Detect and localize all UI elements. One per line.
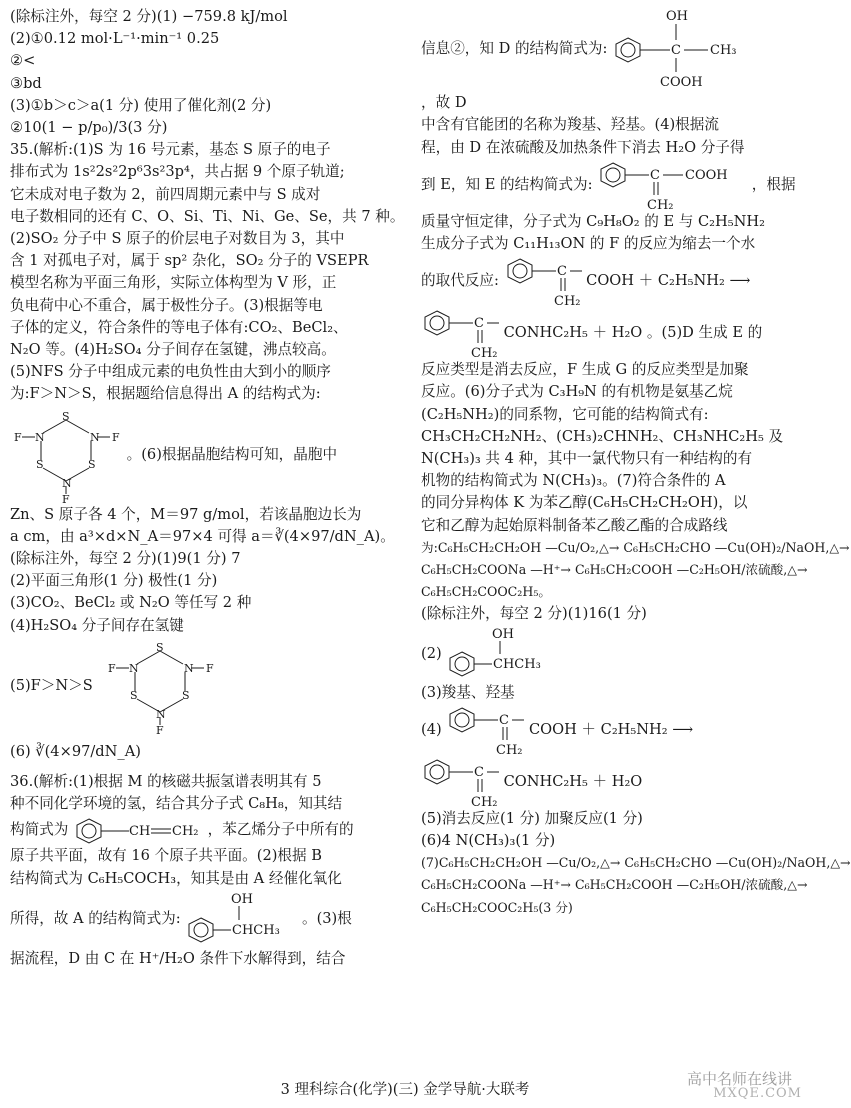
styrene-line	[10, 815, 396, 845]
left-column	[10, 6, 405, 970]
answer-2-line	[421, 626, 801, 682]
synthesis-route: C₆H₅CH₂COOC₂H₅(3 分)	[421, 899, 573, 915]
reaction-e-line	[421, 255, 801, 310]
text-line: 原子共平面，故有 16 个原子共平面。(2)根据 B	[10, 847, 322, 865]
nfs-ring-structure-a	[10, 406, 396, 504]
ring-atom: S	[130, 688, 138, 702]
text-line: 35.(解析:(1)S 为 16 号元素，基态 S 原子的电子	[10, 141, 331, 159]
text-line: 中含有官能团的名称为羧基、羟基。(4)根据流	[421, 116, 719, 134]
ring-atom: S	[156, 640, 164, 654]
text-line: 结构简式为 C₆H₅COCH₃，知其是由 A 经催化氧化	[10, 869, 342, 887]
text-line: ，根据	[751, 175, 796, 193]
group-label: C	[650, 167, 661, 183]
product-f-line	[421, 307, 801, 362]
ring-atom: F	[108, 661, 117, 675]
group-label: CH₃	[710, 43, 737, 58]
group-label: OH	[231, 891, 254, 907]
compound-f-structure	[421, 307, 499, 362]
styrene-structure	[73, 815, 203, 845]
group-label: CH₂	[471, 346, 498, 362]
text-line: ②<	[10, 52, 36, 70]
ring-atom: F	[14, 430, 22, 444]
compound-d-structure	[612, 6, 752, 92]
text-line: COOH ＋ C₂H₅NH₂ ⟶	[586, 272, 751, 290]
text-line: 质量守恒定律，分子式为 C₉H₈O₂ 的 E 与 C₂H₅NH₂	[421, 212, 765, 230]
ring-atom: S	[182, 688, 190, 702]
text-line: 的取代反应:	[421, 272, 499, 290]
text-line: 程，由 D 在浓硫酸及加热条件下消去 H₂O 分子得	[421, 138, 745, 156]
text-line: 据流程，D 由 C 在 H⁺/H₂O 条件下水解得到，结合	[10, 949, 346, 967]
text-line: ②10(1 − p/p₀)/3(3 分)	[10, 119, 168, 137]
text-line: (4)	[421, 720, 442, 738]
page-footer: 3 理科综合(化学)(三) 金学导航·大联考	[280, 1082, 530, 1098]
group-label: CHCH₃	[232, 922, 281, 938]
answer-4-line	[421, 704, 801, 756]
ring-atom: N	[90, 430, 100, 444]
text-line: (除标注外，每空 2 分)(1)16(1 分)	[421, 605, 647, 623]
synthesis-route: (7)C₆H₅CH₂CH₂OH —Cu/O₂,△→ C₆H₅CH₂CHO —Cu(OH)₂/NaOH,△→	[421, 855, 851, 871]
group-label: C	[499, 712, 510, 728]
text-line: (5)消去反应(1 分) 加聚反应(1 分)	[421, 809, 643, 827]
text-line: 它未成对电子数为 2，前四周期元素中与 S 成对	[10, 185, 321, 203]
group-label: OH	[492, 626, 515, 642]
text-line: ，苯乙烯分子中所有的	[207, 821, 354, 839]
text-line: 信息②，知 D 的结构简式为:	[421, 39, 608, 57]
group-label: C	[556, 264, 567, 280]
ring-atom: S	[36, 457, 44, 471]
text-line: (2)①0.12 mol·L⁻¹·min⁻¹ 0.25	[10, 30, 220, 48]
text-line: (C₂H₅NH₂)的同系物，它可能的结构简式有:	[421, 405, 709, 423]
text-line: (除标注外，每空 2 分)(1) −759.8 kJ/mol	[10, 8, 288, 25]
nfs-ring-structure-b	[10, 637, 396, 735]
right-column	[421, 6, 851, 919]
group-label: CH₂	[647, 197, 674, 213]
group-label: C	[671, 43, 682, 58]
group-label: CH₂	[496, 742, 523, 758]
text-line: a cm，由 a³×d×N_A＝97×4 可得 a＝∛(4×97/dN_A)。	[10, 527, 395, 545]
text-line: N(CH₃)₃ 共 4 种，其中一氯代物只有一种结构的有	[421, 449, 753, 467]
text-line: 子体的定义，符合条件的等电子体有:CO₂、BeCl₂、	[10, 318, 348, 336]
compound-f-structure	[421, 756, 499, 808]
group-label: OH	[666, 9, 689, 24]
text-line: 机物的结构简式为 N(CH₃)₃。(7)符合条件的 A	[421, 472, 726, 490]
text-line: ，故 D	[421, 94, 467, 111]
text-line: 36.(解析:(1)根据 M 的核磁共振氢谱表明其有 5	[10, 773, 322, 791]
text-line: 的同分异构体 K 为苯乙醇(C₆H₅CH₂CH₂OH)，以	[421, 494, 748, 512]
synthesis-route: C₆H₅CH₂COONa —H⁺→ C₆H₅CH₂COOH —C₂H₅OH/浓硫酸,△→	[421, 877, 808, 893]
compound-e-structure	[597, 159, 747, 211]
watermark: 高中名师在线讲	[686, 1070, 792, 1088]
ring-atom: F	[156, 723, 165, 737]
text-line: 负电荷中心不重合，属于极性分子。(3)根据等电	[10, 296, 323, 314]
text-line: 它和乙醇为起始原料制备苯乙酸乙酯的合成路线	[421, 516, 728, 534]
text-line: 。(3)根	[301, 909, 352, 927]
compound-e-structure	[446, 704, 524, 756]
text-line: 。(6)根据晶胞结构可知，晶胞中	[126, 445, 338, 463]
nfs-ring-diagram	[10, 406, 122, 504]
group-label: COOH	[660, 75, 703, 90]
text-line: CONHC₂H₅ ＋ H₂O	[503, 772, 643, 790]
text-line: (4)H₂SO₄ 分子间存在氢键	[10, 616, 184, 634]
text-line: (2)平面三角形(1 分) 极性(1 分)	[10, 572, 218, 590]
group-label: C	[474, 764, 484, 780]
group-label: CH₂	[471, 794, 498, 810]
group-label: CH₂	[553, 294, 581, 310]
answer-4-product	[421, 756, 801, 808]
text-line: 种不同化学环境的氢，结合其分子式 C₈H₈，知其结	[10, 795, 343, 813]
ring-atom: F	[112, 430, 120, 444]
text-line: (2)SO₂ 分子中 S 原子的价层电子对数目为 3，其中	[10, 230, 345, 248]
compound-e-structure	[504, 255, 582, 310]
text-line: (3)羧基、羟基	[421, 683, 515, 701]
ring-atom: N	[156, 707, 167, 721]
compound-a-structure	[185, 890, 297, 948]
text-line: N₂O 等。(4)H₂SO₄ 分子间存在氢键，沸点较高。	[10, 341, 336, 359]
ring-atom: N	[62, 476, 72, 490]
compound-d-line	[421, 6, 801, 114]
ring-atom: N	[129, 661, 140, 675]
watermark-site: MXQE.COM	[713, 1086, 802, 1101]
nfs-ring-diagram	[97, 637, 223, 735]
text-line: Zn、S 原子各 4 个，M＝97 g/mol，若该晶胞边长为	[10, 505, 362, 523]
ring-atom: S	[88, 457, 96, 471]
synthesis-route: C₆H₅CH₂COOC₂H₅。	[421, 584, 551, 600]
text-line: 电子数相同的还有 C、O、Si、Ti、Ni、Ge、Se，共 7 种。	[10, 207, 405, 225]
text-line: (2)	[421, 644, 442, 662]
compound-e-line	[421, 159, 801, 211]
text-line: 构简式为	[10, 821, 69, 839]
ring-atom: S	[62, 409, 70, 423]
text-line: CONHC₂H₅ ＋ H₂O 。(5)D 生成 E 的	[503, 324, 763, 342]
text-line: 含 1 对孤电子对，属于 sp² 杂化，SO₂ 分子的 VSEPR	[10, 252, 369, 270]
ring-atom: N	[184, 661, 195, 675]
text-line: (3)CO₂、BeCl₂ 或 N₂O 等任写 2 种	[10, 594, 252, 612]
group-label: CH	[129, 824, 151, 840]
compound-a-line	[10, 890, 396, 948]
group-label: COOH	[685, 167, 728, 183]
text-line: 生成分子式为 C₁₁H₁₃ON 的 F 的反应为缩去一个水	[421, 234, 756, 252]
synthesis-route: 为:C₆H₅CH₂CH₂OH —Cu/O₂,△→ C₆H₅CH₂CHO —Cu(OH)₂/NaOH,△→	[421, 539, 850, 555]
text-line: (除标注外，每空 2 分)(1)9(1 分) 7	[10, 550, 241, 568]
group-label: C	[474, 316, 484, 332]
compound-a-structure	[446, 626, 558, 682]
group-label: CH₂	[172, 824, 199, 840]
text-line: 为:F＞N＞S，根据题给信息得出 A 的结构式为:	[10, 385, 321, 403]
text-line: 反应类型是消去反应，F 生成 G 的反应类型是加聚	[421, 361, 749, 379]
text-line: COOH ＋ C₂H₅NH₂ ⟶	[528, 720, 694, 738]
text-line: (5)NFS 分子中组成元素的电负性由大到小的顺序	[10, 363, 331, 381]
ring-atom: N	[35, 430, 45, 444]
ring-atom: F	[206, 661, 215, 675]
text-line: ③bd	[10, 74, 42, 92]
text-line: 排布式为 1s²2s²2p⁶3s²3p⁴，共占据 9 个原子轨道;	[10, 163, 345, 181]
text-line: 反应。(6)分子式为 C₃H₉N 的有机物是氨基乙烷	[421, 383, 733, 401]
synthesis-route: C₆H₅CH₂COONa —H⁺→ C₆H₅CH₂COOH —C₂H₅OH/浓硫酸,△→	[421, 561, 808, 577]
group-label: CHCH₃	[493, 656, 542, 672]
text-line: 到 E，知 E 的结构简式为:	[421, 175, 593, 193]
text-line: (5)F＞N＞S	[10, 676, 93, 694]
ring-atom: F	[62, 492, 70, 506]
text-line: CH₃CH₂CH₂NH₂、(CH₃)₂CHNH₂、CH₃NHC₂H₅ 及	[421, 427, 784, 445]
text-line: 模型名称为平面三角形，实际立体构型为 V 形，正	[10, 274, 337, 292]
text-line: 所得，故 A 的结构简式为:	[10, 909, 181, 927]
text-line: (3)①b＞c＞a(1 分) 使用了催化剂(2 分)	[10, 96, 272, 114]
text-line: (6)4 N(CH₃)₃(1 分)	[421, 831, 556, 849]
text-line: (6) ∛(4×97/dN_A)	[10, 742, 141, 760]
